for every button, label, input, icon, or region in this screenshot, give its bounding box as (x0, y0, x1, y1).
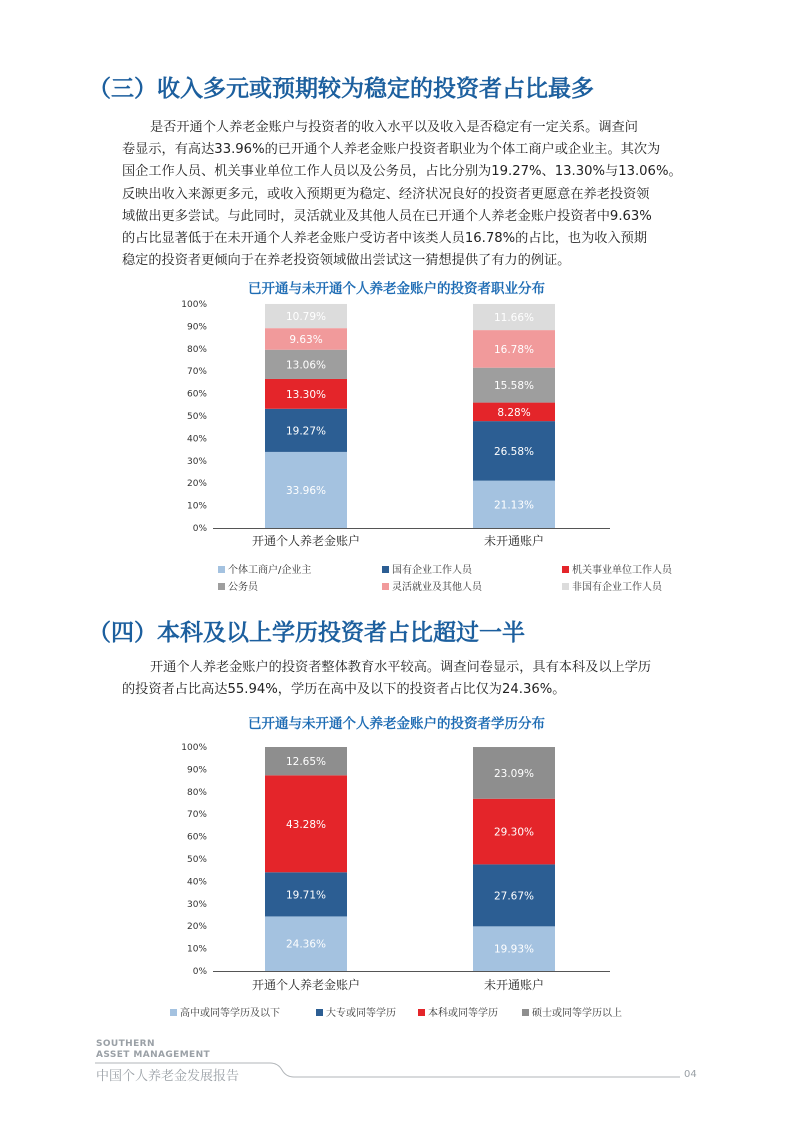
y-tick-label: 100% (181, 743, 207, 753)
occupation-legend (218, 561, 718, 593)
data-label: 29.30% (493, 826, 535, 839)
y-tick-label: 80% (186, 344, 207, 355)
data-label: 19.93% (493, 943, 535, 956)
data-label: 11.66% (493, 312, 535, 325)
page-number: 04 (684, 1069, 697, 1080)
paragraph-line: 卷显示，有高达33.96%的已开通个人养老金账户投资者职业为个体工商户或企业主。其次为 (122, 142, 661, 158)
paragraph-income (122, 117, 702, 272)
paragraph-line: 域做出更多尝试。与此同时，灵活就业及其他人员在已开通个人养老金账户投资者中9.63% (122, 208, 652, 224)
data-label: 15.58% (493, 380, 535, 393)
data-label: 26.58% (493, 445, 535, 458)
legend-item (562, 561, 672, 576)
data-label: 19.71% (285, 889, 327, 902)
y-tick-label: 60% (186, 389, 207, 400)
y-tick-label: 90% (186, 322, 207, 333)
education-legend (170, 1004, 690, 1020)
legend-swatch (382, 566, 389, 573)
y-tick-label: 80% (186, 787, 207, 798)
section-heading-income: （三）收入多元或预期较为稳定的投资者占比最多 (88, 76, 594, 102)
paragraph-line: 反映出收入来源更多元，或收入预期更为稳定、经济状况良好的投资者更愿意在养老投资领 (122, 186, 650, 202)
legend-swatch (382, 583, 389, 590)
legend-label: 本科或同等学历 (428, 1008, 498, 1019)
paragraph-line: 开通个人养老金账户的投资者整体教育水平较高。调查问卷显示，具有本科及以上学历 (150, 660, 652, 675)
legend-item (382, 561, 472, 576)
legend-swatch (218, 583, 225, 590)
legend-label: 公务员 (228, 582, 258, 593)
data-label: 8.28% (497, 406, 531, 419)
legend-label: 机关事业单位工作人员 (572, 565, 672, 576)
y-tick-label: 10% (186, 944, 207, 955)
data-label: 43.28% (285, 818, 327, 831)
legend-item (418, 1004, 498, 1019)
chart-title-occupation: 已开通与未开通个人养老金账户的投资者职业分布 (248, 281, 545, 297)
category-label: 开通个人养老金账户 (251, 534, 361, 548)
paragraph-line: 国企工作人员、机关事业单位工作人员以及公务员，占比分别为19.27%、13.30%与13.06%。 (122, 164, 682, 180)
y-tick-label: 0% (192, 524, 207, 534)
y-tick-label: 40% (186, 877, 207, 888)
y-tick-label: 100% (181, 300, 207, 310)
paragraph-line: 的投资者占比高达55.94%，学历在高中及以下的投资者占比仅为24.36%。 (122, 682, 566, 698)
legend-item (522, 1004, 622, 1019)
legend-swatch (418, 1009, 425, 1016)
legend-swatch (316, 1009, 323, 1016)
paragraph-line: 稳定的投资者更倾向于在养老投资领域做出尝试这一猜想提供了有力的例证。 (122, 253, 571, 269)
data-label: 23.09% (493, 767, 535, 780)
legend-label: 高中或同等学历及以下 (180, 1008, 280, 1019)
y-tick-label: 10% (186, 501, 207, 512)
data-label: 12.65% (285, 756, 327, 769)
legend-swatch (218, 566, 225, 573)
legend-label: 国有企业工作人员 (392, 565, 472, 576)
y-tick-label: 50% (186, 855, 207, 865)
legend-label: 个体工商户/企业主 (228, 565, 312, 576)
data-label: 24.36% (285, 938, 327, 951)
legend-label: 灵活就业及其他人员 (392, 582, 482, 593)
y-tick-label: 30% (186, 899, 207, 910)
legend-item (170, 1004, 280, 1019)
legend-label: 非国有企业工作人员 (572, 582, 662, 593)
y-tick-label: 90% (186, 765, 207, 776)
legend-item (316, 1004, 396, 1019)
y-tick-label: 50% (186, 412, 207, 422)
legend-swatch (170, 1009, 177, 1016)
y-tick-label: 40% (186, 434, 207, 445)
occupation-chart (0, 290, 793, 550)
chart-title-education: 已开通与未开通个人养老金账户的投资者学历分布 (248, 716, 545, 732)
data-label: 10.79% (285, 311, 327, 324)
legend-swatch (562, 566, 569, 573)
data-label: 21.13% (493, 499, 535, 512)
y-tick-label: 60% (186, 832, 207, 843)
legend-item (382, 578, 482, 593)
legend-item (218, 561, 311, 576)
legend-label: 硕士或同等学历以上 (532, 1008, 622, 1019)
paragraph-line: 的占比显著低于在未开通个人养老金账户受访者中该类人员16.78%的占比，也为收入预期 (122, 231, 648, 247)
data-label: 13.06% (285, 359, 327, 372)
legend-label: 大专或同等学历 (326, 1008, 396, 1019)
brand-line: ASSET MANAGEMENT (96, 1050, 211, 1060)
y-tick-label: 20% (186, 922, 207, 933)
legend-item (218, 578, 258, 593)
data-label: 33.96% (285, 484, 327, 497)
paragraph-line: 是否开通个人养老金账户与投资者的收入水平以及收入是否稳定有一定关系。调查问 (150, 120, 638, 135)
data-label: 9.63% (289, 333, 323, 346)
legend-item (562, 578, 662, 593)
section-heading-education: （四）本科及以上学历投资者占比超过一半 (88, 620, 525, 646)
category-label: 未开通账户 (483, 978, 545, 992)
category-label: 未开通账户 (483, 534, 545, 548)
legend-swatch (562, 583, 569, 590)
brand-logo (96, 1039, 210, 1061)
paragraph-education (122, 657, 702, 701)
data-label: 13.30% (285, 388, 327, 401)
y-tick-label: 70% (186, 810, 207, 821)
y-tick-label: 70% (186, 367, 207, 378)
category-label: 开通个人养老金账户 (251, 978, 361, 992)
brand-line: SOUTHERN (96, 1039, 155, 1049)
y-tick-label: 30% (186, 456, 207, 467)
data-label: 27.67% (493, 890, 535, 903)
legend-swatch (522, 1009, 529, 1016)
data-label: 19.27% (285, 425, 327, 438)
education-chart (0, 735, 793, 995)
data-label: 16.78% (493, 343, 535, 356)
y-tick-label: 0% (192, 967, 207, 977)
y-tick-label: 20% (186, 479, 207, 490)
report-title: 中国个人养老金发展报告 (96, 1069, 240, 1084)
